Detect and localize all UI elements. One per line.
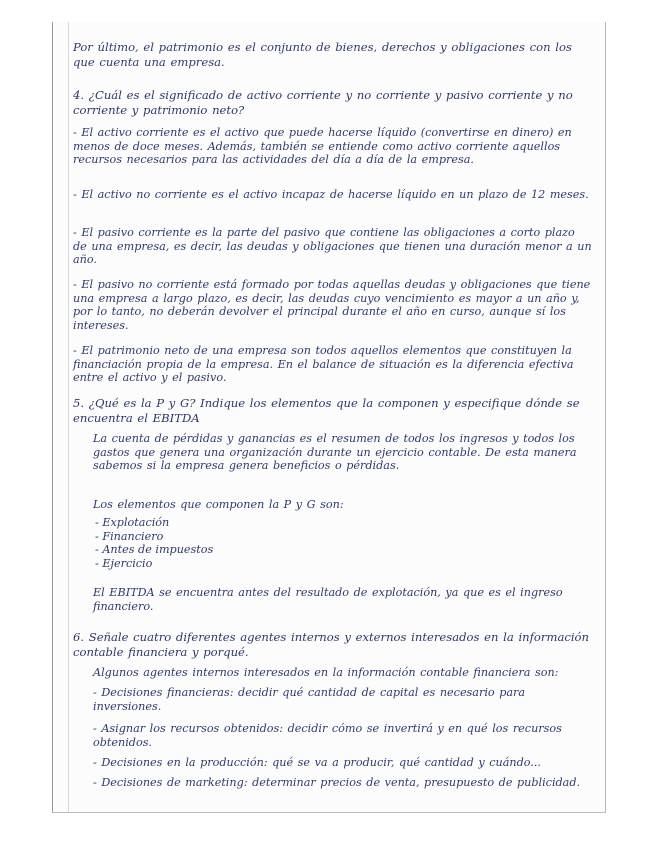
question-5: 5. ¿Qué es la P y G? Indique los elementos que la componen y especifique dónde se encuentra el EBITDA [73,396,580,425]
list-item: - Explotación [95,516,170,529]
margin-line [68,22,69,812]
intro-paragraph: Por último, el patrimonio es el conjunto de bienes, derechos y obligaciones con los que cuenta una empresa. [73,40,572,69]
question-6: 6. Señale cuatro diferentes agentes internos y externos interesados en la información contable financiera y porqué. [73,630,590,659]
answer-activo-corriente: - El activo corriente es el activo que puede hacerse líquido (convertirse en dinero) en menos de doce meses. Además, también se entiende como activo corriente aquellos recursos necesarios para las actividades del día a día de la empresa. [73,126,572,166]
answer-agents-intro: Algunos agentes internos interesados en la información contable financiera son: [93,666,559,679]
list-item: - Antes de impuestos [95,543,214,556]
list-item: - Financiero [95,529,164,543]
list-item: - Ejercicio [95,556,153,570]
answer-asignar-recursos: - Asignar los recursos obtenidos: decidir cómo se invertirá y en qué los recursos obtenidos. [93,722,562,749]
answer-pasivo-corriente: - El pasivo corriente es la parte del pasivo que contiene las obligaciones a corto plazo de una empresa, es decir, las deudas y obligaciones que tienen una duración menor a un año. [73,226,592,266]
answer-patrimonio-neto: - El patrimonio neto de una empresa son todos aquellos elementos que constituyen la financiación propia de la empresa. En el balance de situación es la diferencia efectiva entre el activo y el pasivo. [73,344,574,384]
answer-activo-no-corriente: - El activo no corriente es el activo incapaz de hacerse líquido en un plazo de 12 meses. [73,188,589,201]
answer-decisiones-financieras: - Decisiones financieras: decidir qué cantidad de capital es necesario para inversiones. [93,686,526,713]
notebook-page [52,22,606,813]
answer-decisiones-produccion: - Decisiones en la producción: qué se va a producir, qué cantidad y cuándo... [93,756,541,769]
pyg-elements-list [95,516,213,570]
answer-pyg-elements-intro: Los elementos que componen la P y G son: [93,498,344,511]
answer-decisiones-marketing: - Decisiones de marketing: determinar precios de venta, presupuesto de publicidad. [93,776,581,789]
answer-pasivo-no-corriente: - El pasivo no corriente está formado por todas aquellas deudas y obligaciones que tiene una empresa a largo plazo, es decir, las deudas cuyo vencimiento es mayor a un año y, por lo tanto, no deberán devolver el principal durante el año en curso, aunque sí los intereses. [73,278,591,332]
answer-ebitda: El EBITDA se encuentra antes del resultado de explotación, ya que es el ingreso financiero. [93,586,563,613]
question-4: 4. ¿Cuál es el significado de activo corriente y no corriente y pasivo corriente y no corriente y patrimonio neto? [73,88,573,117]
answer-pyg-definition: La cuenta de pérdidas y ganancias es el resumen de todos los ingresos y todos los gastos que genera una organización durante un ejercicio contable. De esta manera sabemos si la empresa genera beneficios o pérdidas. [93,432,577,472]
